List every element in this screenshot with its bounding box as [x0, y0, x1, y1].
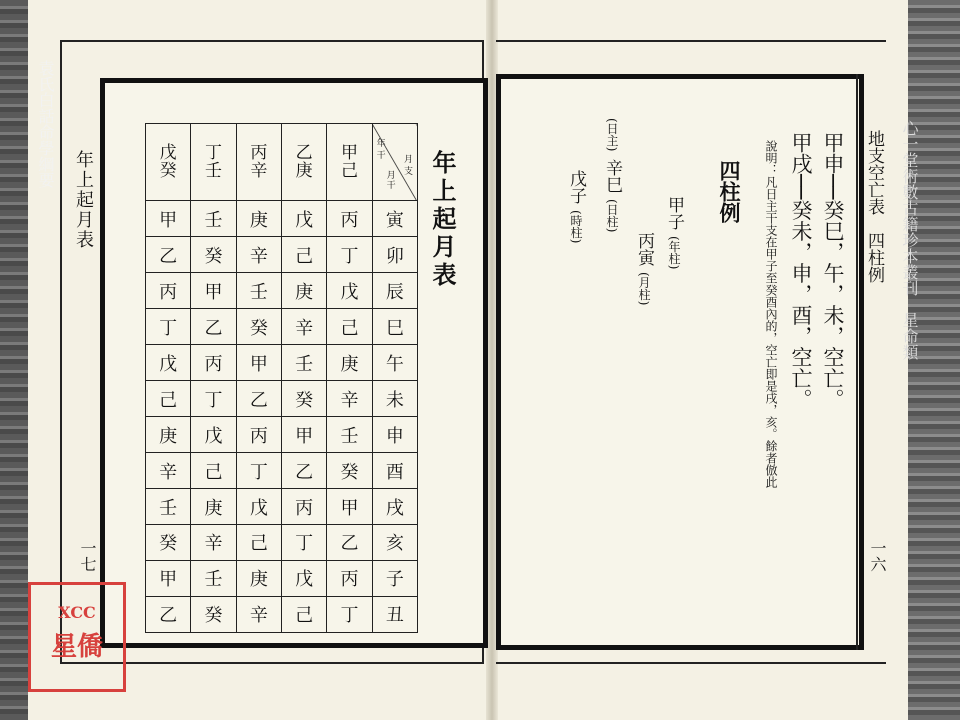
month-stem-cell: 丙	[236, 417, 281, 453]
month-stem-cell: 辛	[236, 237, 281, 273]
left-page-number: 一七	[78, 540, 97, 572]
header-cell-5	[327, 124, 372, 201]
pillar-year: 甲子(年柱)	[664, 196, 684, 270]
month-stem-cell: 丙	[191, 345, 236, 381]
month-branch-cell: 戌	[372, 489, 417, 525]
month-stem-cell: 己	[281, 596, 326, 632]
table-row	[146, 453, 418, 489]
explanation-note: 說明：凡日主干支在甲子至癸酉內的，空亡即是戌，亥。餘者倣此	[764, 140, 778, 488]
month-branch-cell: 申	[372, 417, 417, 453]
month-branch-cell: 巳	[372, 309, 417, 345]
month-stem-cell: 乙	[327, 525, 372, 561]
month-stem-cell: 戊	[281, 560, 326, 596]
corner-label: 干	[376, 151, 386, 162]
pillar-year-label: 年柱	[667, 240, 681, 265]
month-stem-cell: 癸	[191, 596, 236, 632]
month-stem-cell: 己	[236, 525, 281, 561]
header-bottom: 庚	[295, 161, 313, 182]
month-stem-cell: 甲	[236, 345, 281, 381]
month-stem-cell: 丁	[146, 309, 191, 345]
left-spine	[0, 0, 28, 720]
kongwang-line-2: 甲戌──癸未，申，酉，空亡。	[789, 132, 813, 410]
pillar-hour-stem: 戊子	[566, 170, 586, 204]
month-stem-table	[145, 123, 418, 633]
header-bottom: 辛	[250, 161, 268, 182]
month-branch-cell: 未	[372, 381, 417, 417]
table-row	[146, 309, 418, 345]
corner-label: 支	[403, 167, 413, 178]
month-stem-cell: 己	[281, 237, 326, 273]
month-stem-cell: 丙	[281, 489, 326, 525]
month-stem-cell: 壬	[191, 201, 236, 237]
month-branch-cell: 寅	[372, 201, 417, 237]
month-stem-cell: 辛	[191, 525, 236, 561]
corner-label: 年	[376, 139, 386, 150]
pillar-day-stem: 辛巳	[602, 159, 622, 194]
header-bottom: 壬	[204, 161, 222, 182]
month-stem-cell: 乙	[146, 596, 191, 632]
month-stem-cell: 丁	[191, 381, 236, 417]
table-row	[146, 381, 418, 417]
month-stem-cell: 庚	[191, 489, 236, 525]
month-stem-cell: 壬	[281, 345, 326, 381]
month-stem-cell: 己	[327, 309, 372, 345]
watermark-stamp	[28, 582, 126, 692]
table-row	[146, 345, 418, 381]
month-branch-cell: 午	[372, 345, 417, 381]
pillar-hour: 戊子(時柱)	[566, 170, 586, 244]
month-stem-cell: 甲	[191, 273, 236, 309]
header-cell-4	[281, 124, 326, 201]
month-stem-cell: 乙	[146, 237, 191, 273]
left-spine-text: 袁氏白話命學綱要	[36, 60, 55, 188]
month-stem-cell: 丙	[327, 560, 372, 596]
month-stem-cell: 壬	[236, 273, 281, 309]
month-stem-cell: 戊	[281, 201, 326, 237]
table-row	[146, 596, 418, 632]
month-stem-cell: 丁	[236, 453, 281, 489]
month-stem-cell: 丁	[327, 237, 372, 273]
table-header-row	[146, 124, 418, 201]
month-stem-cell: 己	[146, 381, 191, 417]
corner-label: 干	[386, 181, 396, 192]
month-stem-cell: 丙	[146, 273, 191, 309]
corner-cell	[372, 124, 417, 201]
header-cell-1	[146, 124, 191, 201]
month-stem-cell: 辛	[236, 596, 281, 632]
four-pillars-title: 四柱例	[717, 160, 742, 223]
pillar-month-stem: 丙寅	[634, 232, 654, 266]
header-top: 丁	[204, 143, 222, 164]
header-top: 乙	[295, 143, 313, 164]
month-branch-cell: 辰	[372, 273, 417, 309]
right-spine-text: 心一堂術數古籍珍本叢刊 星命類	[900, 120, 919, 360]
left-side-title: 年上起月表	[73, 150, 94, 250]
month-stem-cell: 戊	[146, 345, 191, 381]
pillar-hour-label: 時柱	[569, 214, 583, 239]
month-stem-cell: 戊	[327, 273, 372, 309]
month-stem-cell: 癸	[146, 525, 191, 561]
month-stem-cell: 丁	[281, 525, 326, 561]
corner-label: 月	[386, 171, 396, 182]
month-stem-cell: 辛	[327, 381, 372, 417]
month-stem-cell: 戊	[191, 417, 236, 453]
pillar-month-label: 月柱	[637, 276, 651, 301]
month-stem-cell: 甲	[281, 417, 326, 453]
month-stem-cell: 戊	[236, 489, 281, 525]
header-top: 丙	[250, 143, 268, 164]
table-title: 年上起月表	[428, 150, 457, 290]
month-stem-cell: 癸	[236, 309, 281, 345]
header-bottom: 己	[340, 161, 358, 182]
month-stem-cell: 甲	[327, 489, 372, 525]
month-stem-cell: 己	[191, 453, 236, 489]
table-row	[146, 417, 418, 453]
kongwang-line-1: 甲申──癸巳，午，未，空亡。	[821, 132, 845, 410]
month-stem-cell: 甲	[146, 560, 191, 596]
month-stem-cell: 辛	[146, 453, 191, 489]
table-row	[146, 201, 418, 237]
pillar-month: 丙寅(月柱)	[634, 232, 654, 306]
right-spine	[908, 0, 960, 720]
month-branch-cell: 卯	[372, 237, 417, 273]
stamp-mark: XCC	[58, 603, 96, 622]
table-row	[146, 560, 418, 596]
corner-label: 月	[403, 155, 413, 166]
month-stem-cell: 庚	[327, 345, 372, 381]
month-branch-cell: 子	[372, 560, 417, 596]
header-cell-2	[191, 124, 236, 201]
header-cell-3	[236, 124, 281, 201]
month-stem-cell: 庚	[236, 560, 281, 596]
pillar-year-stem: 甲子	[664, 196, 684, 230]
right-page-side-rule	[856, 74, 858, 650]
month-stem-cell: 癸	[327, 453, 372, 489]
month-stem-cell: 庚	[236, 201, 281, 237]
month-stem-cell: 乙	[281, 453, 326, 489]
month-stem-cell: 壬	[191, 560, 236, 596]
month-branch-cell: 亥	[372, 525, 417, 561]
pillar-day-extra: 日主	[605, 122, 619, 147]
header-top: 甲	[340, 143, 358, 164]
month-stem-cell: 乙	[236, 381, 281, 417]
table-row	[146, 273, 418, 309]
header-bottom: 癸	[159, 161, 177, 182]
month-stem-cell: 壬	[146, 489, 191, 525]
month-branch-cell: 丑	[372, 596, 417, 632]
month-stem-cell: 丁	[327, 596, 372, 632]
pillar-day-label: 日柱	[605, 204, 619, 229]
month-stem-cell: 庚	[146, 417, 191, 453]
month-stem-cell: 壬	[327, 417, 372, 453]
right-side-title: 地支空亡表 四柱例	[864, 130, 884, 283]
table-row	[146, 237, 418, 273]
pillar-day: (日主)辛巳(日柱)	[602, 118, 622, 233]
month-stem-cell: 丙	[327, 201, 372, 237]
month-stem-cell: 癸	[191, 237, 236, 273]
month-stem-cell: 辛	[281, 309, 326, 345]
month-stem-cell: 乙	[191, 309, 236, 345]
table-row	[146, 489, 418, 525]
month-branch-cell: 酉	[372, 453, 417, 489]
header-top: 戊	[159, 143, 177, 164]
month-stem-cell: 癸	[281, 381, 326, 417]
right-page-number: 一六	[868, 540, 887, 572]
month-stem-cell: 甲	[146, 201, 191, 237]
table-row	[146, 525, 418, 561]
stamp-name: 星僑	[50, 632, 103, 662]
month-stem-cell: 庚	[281, 273, 326, 309]
